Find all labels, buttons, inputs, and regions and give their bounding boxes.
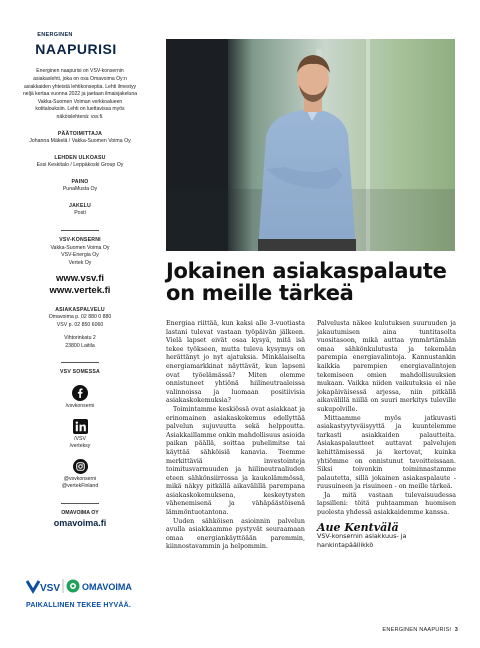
omavoima-logo [67,580,133,593]
service-phone: Omavoima p. 02 880 0 880 [48,314,112,321]
instagram-icon [73,459,88,474]
editor-in-chief: Johanna Mäkelä / Vakka-Suomen Voima Oy [29,138,131,145]
divider [61,230,99,231]
footer-label: ENERGINEN NAAPURISI [382,627,452,633]
linkedin-icon [73,419,88,434]
magazine-intro: Energinen naapurisi on VSV-konsernin asiakaslehti, joka on osa Omavoima Oy:n asiakkaiden yhteistä lehtikonseptia. Lehti ilmestyy neljä kertaa vuonna 2022 ja jaetaan ilmaisjakeluna Vakka-Suomen Voiman verkkoalueen kotitalouksiin. Lehti on luettavissa myös näköislehtenä: vsv.fi. [22,68,138,121]
layout-credit: Essi Keskitalo / Leppäkoski Group Oy [36,162,124,169]
article-column-2 [317,320,456,549]
author-title: hankintapäällikkö [317,540,374,549]
headline-line: Jokainen asiakaspalaute [166,259,447,283]
editor-in-chief-heading: PÄÄTOIMITTAJA [57,130,103,137]
signature: Aue Kentvälä [317,520,399,534]
portrait-photo [166,39,455,251]
headline-line: on meille tärkeä [166,281,354,305]
article-column-1 [166,320,305,552]
vertek-website-link[interactable]: www.vertek.fi [49,285,111,297]
linkedin-link[interactable] [22,419,138,451]
facebook-icon [72,385,88,401]
instagram-handle-vertek: @vertekFinland [61,483,99,490]
linkedin-handle-vsv: /VSV [74,435,86,442]
instagram-handle-vsv: @vsvkonserni [63,475,97,482]
divider [61,503,99,504]
omavoima-website-link[interactable]: omavoima.fi [53,518,107,529]
facebook-link[interactable] [22,385,138,411]
facebook-handle: /vsvkonserni [65,403,95,409]
vsv-logo [27,581,60,594]
paragraph: Mittaamme myös jatkuvasti asiakastyytyväisyyttä ja kuuntelemme tarkasti asiakkaiden palautteita. Asiakaspalautteet auttavat palvelujen kehittämisessä ja kertovat, kuinka yhtiömme on onnistunut tavoitteissaan. Siksi toivonkin toiminnastamme palautetta, sillä jokainen asiakaspalaute - ruusuineen ja risuineen - on meille tärkeä. [317,414,456,491]
magazine-name-small: ENERGINEN [37,32,73,38]
paragraph: Toimintamme keskiössä ovat asiakkaat ja erinomainen asiakaskokemus edellyttää palvelun sujuvuutta sekä helppoutta. Asiakkaillamme onkin mahdollisuus asioida paikan päällä, soittaa puhelimitse tai käyttää sähköisiä kanavia. Teemme merkittäviä investointeja toimitusvarmuuden ja hiilineutraaliuden eteen sähkönsiirrossa ja kaukolämmössä, mikä näkyy pitkällä aikavälillä parempana asiakaskokemuksena, keskeytysten vähenemisenä ja vähäpäästöisenä lämmöntuotantona. [166,405,305,517]
article-headline [166,260,466,304]
vsv-website-link[interactable]: www.vsv.fi [55,273,105,285]
address-street: Vihtorinkatu 2 [64,335,96,342]
paragraph: Palvelusta näkee kulutuksen suuruuden ja jakautumisen aina tuntitasolta vuositasoon, mikä auttaa ymmärtämään omaa sähkönkulutusta ja tekemään parempia energiavalintoja. Kannustankin kaikkia parempien energiavalintojen tekemiseen omien mahdollisuuksien mukaan. Vaikka niiden vaikutuksia ei näe jokapäiväisessä arjessa, niin pitkällä aikavälillä niillä on suuri merkitys tuleville sukupolville. [317,320,456,413]
slogan: PAIKALLINEN TEKEE HYVÄÄ. [26,602,132,609]
paragraph: Energiaa riittää, kun kaksi alle 3-vuotiasta lastani tulevat vastaan työpäivän jälkeen. Vielä lapset eivät osaa kysyä, mitä isä tekee työkseen, mutta tuleva kysymys on herättänyt jo nyt ajatuksia. Minkälaiselta energiamarkkinat näyttävät, kun lapseni ovat työelämässä? Miten olemme onnistuneet yhtiönä hiilineutraaleissa valinnoissa ja luomaan positiivisia asiakaskokemuksia? [166,320,305,405]
divider [61,362,99,363]
social-heading: VSV SOMESSA [60,369,100,376]
distribution-heading: JAKELU [69,202,91,209]
omavoima-heading: OMAVOIMA OY [61,509,99,516]
linkedin-handle-vertek: /verteksy [69,443,91,450]
page-footer [370,627,458,633]
group-company: Vakka-Suomen Voima Oy [50,244,110,251]
service-phone: VSV p. 02 850 6060 [56,321,104,328]
instagram-link[interactable] [22,459,138,491]
vsv-logo-text: VSV [40,583,61,594]
print-heading: PAINO [71,178,89,185]
group-company: Vertek Oy [68,259,92,266]
group-company: VSV-Energia Oy [61,252,99,259]
colophon-sidebar [22,32,138,530]
paragraph: Ja mitä vastaan tulevaisuudessa lapsilleni: töitä puhtaamman huomisen puolesta yhdessä asiakkaidemme kanssa. [317,491,456,517]
page-number: 3 [454,627,458,633]
author-title: VSV-konsernin asiakkuus- ja [317,532,407,541]
distribution-credit: Posti [74,210,86,217]
customer-service-heading: ASIAKASPALVELU [55,306,105,313]
paragraph: Uuden sähköisen asioinnin palvelun avulla asiakkaamme pystyvät seuraamaan omaa energiankäyttöään paremmin, kiinnostavammin ja helpommin. [166,517,305,551]
omavoima-logo-text: OMAVOIMA [82,582,132,592]
magazine-name: NAAPURISI [35,40,117,57]
address-city: 23800 Laitila [65,342,95,349]
company-logos [26,576,138,596]
print-credit: PunaMusta Oy [62,186,98,193]
group-heading: VSV-KONSERNI [59,237,101,243]
layout-heading: LEHDEN ULKOASU [54,154,106,161]
